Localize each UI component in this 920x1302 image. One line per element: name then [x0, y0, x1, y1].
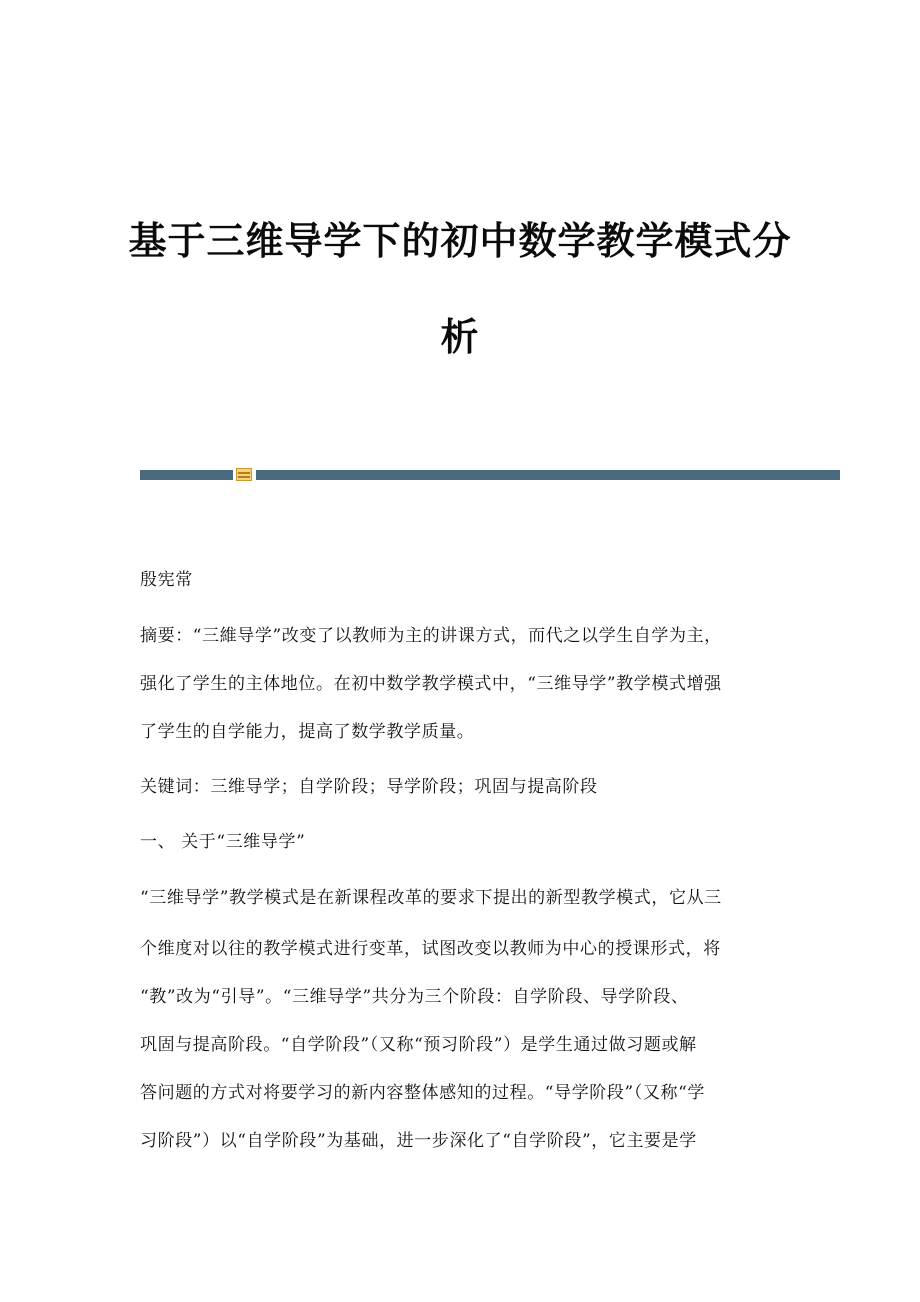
body-line: 巩固与提高阶段。“自学阶段”（又称“预习阶段”）是学生通过做习题或解: [140, 1035, 697, 1055]
abstract-line: 强化了学生的主体地位。在初中数学教学模式中，“三维导学”教学模式增强: [140, 674, 722, 694]
section-heading: 一、 关于“三维导学”: [140, 832, 306, 852]
document-title-line-1: 基于三维导学下的初中数学教学模式分: [128, 218, 792, 263]
title-divider-left: [140, 470, 233, 480]
abstract-line: 了学生的自学能力，提高了数学教学质量。: [140, 722, 475, 742]
body-line: “教”改为“引导”。“三维导学”共分为三个阶段：自学阶段、导学阶段、: [140, 987, 689, 1007]
body-line: 个维度对以往的教学模式进行变革，试图改变以教师为中心的授课形式，将: [140, 939, 721, 959]
keywords: 关键词：三维导学；自学阶段；导学阶段；巩固与提高阶段: [140, 777, 598, 797]
body-line: 习阶段”）以“自学阶段”为基础，进一步深化了“自学阶段”，它主要是学: [140, 1131, 697, 1151]
abstract-line: 摘要：“三維导学”改变了以教师为主的讲课方式，而代之以学生自学为主，: [140, 626, 722, 646]
title-divider-right: [256, 470, 840, 480]
body-line: “三维导学”教学模式是在新课程改革的要求下提出的新型教学模式，它从三: [140, 888, 722, 908]
document-icon: [236, 468, 252, 481]
document-title-line-2: 析: [440, 314, 480, 359]
author: 殷宪常: [140, 570, 193, 590]
body-line: 答问题的方式对将要学习的新内容整体感知的过程。“导学阶段”（又称“学: [140, 1083, 705, 1103]
